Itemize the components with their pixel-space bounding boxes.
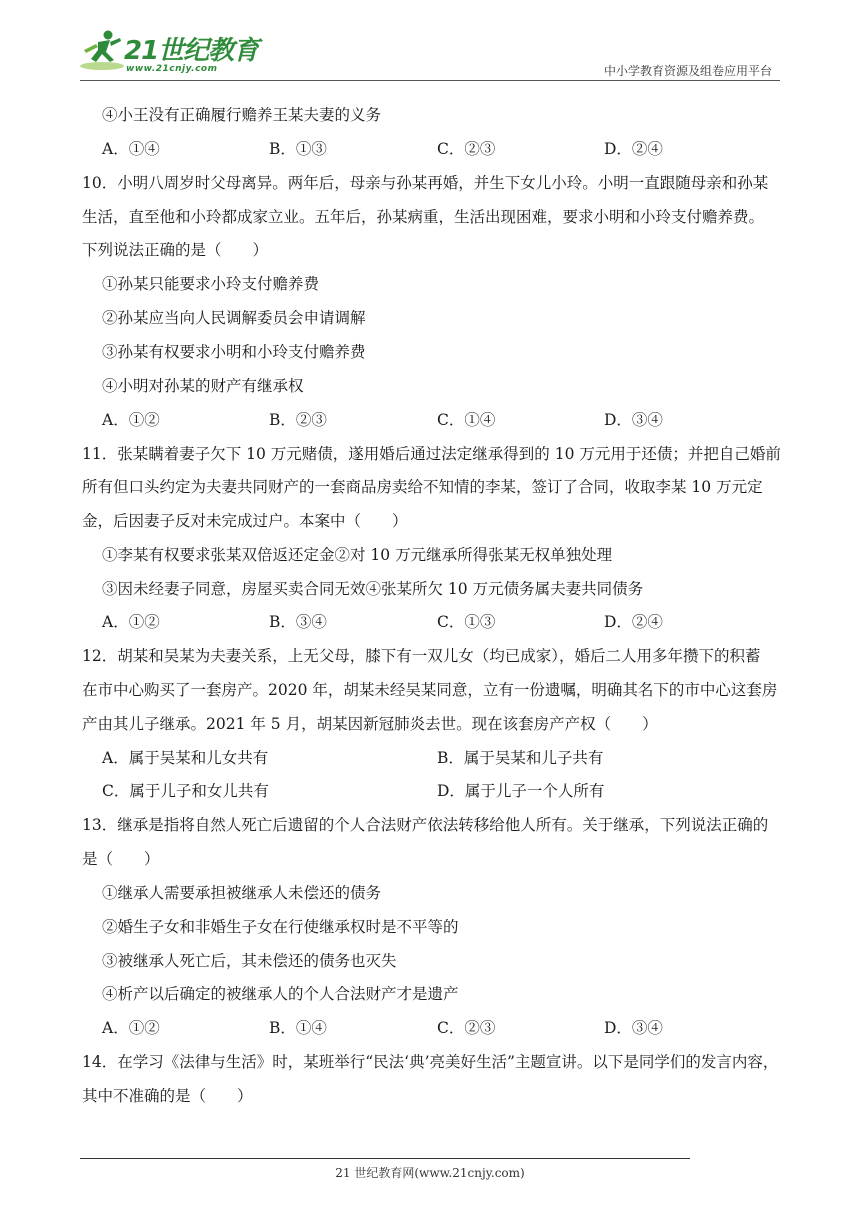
q10-stem-2: 生活，直至他和小玲都成家立业。五年后，孙某病重，生活出现困难，要求小明和小玲支付赡养费。 xyxy=(82,208,765,226)
q11-option-c: C．①③ xyxy=(437,613,496,631)
page-header xyxy=(0,0,860,84)
q13-statement-3: ③被继承人死亡后，其未偿还的债务也灭失 xyxy=(102,952,397,970)
q12-stem-1: 12．胡某和吴某为夫妻关系，上无父母，膝下有一双儿女（均已成家），婚后二人用多年攒下的积蓄 xyxy=(82,647,761,665)
q13-statement-2: ②婚生子女和非婚生子女在行使继承权时是不平等的 xyxy=(102,918,459,936)
q9-option-c: C．②③ xyxy=(437,140,496,158)
header-divider xyxy=(80,80,780,81)
platform-name: 中小学教育资源及组卷应用平台 xyxy=(603,64,772,78)
q10-statement-3: ③孙某有权要求小明和小玲支付赡养费 xyxy=(102,343,366,361)
q11-option-b: B．③④ xyxy=(269,613,327,631)
q12-option-c: C．属于儿子和女儿共有 xyxy=(102,782,269,800)
q11-stem-1: 11．张某瞒着妻子欠下 10 万元赌债，遂用婚后通过法定继承得到的 10 万元用于还债；并把自己婚前 xyxy=(82,445,781,463)
q10-option-b: B．②③ xyxy=(269,411,327,429)
runner-icon xyxy=(78,28,128,72)
q10-option-a: A．①② xyxy=(102,411,160,429)
q9-option-d: D．②④ xyxy=(604,140,663,158)
q11-statements-2: ③因未经妻子同意，房屋买卖合同无效④张某所欠 10 万元债务属夫妻共同债务 xyxy=(102,580,644,598)
q12-stem-3: 产由其儿子继承。2021 年 5 月，胡某因新冠肺炎去世。现在该套房产产权（ ） xyxy=(82,715,658,733)
q10-stem-1: 10．小明八周岁时父母离异。两年后，母亲与孙某再婚，并生下女儿小玲。小明一直跟随母亲和孙某 xyxy=(82,174,769,192)
q10-statement-2: ②孙某应当向人民调解委员会申请调解 xyxy=(102,309,366,327)
q11-statements-1: ①李某有权要求张某双倍返还定金②对 10 万元继承所得张某无权单独处理 xyxy=(102,546,613,564)
logo-text: 21世纪教育 xyxy=(124,36,259,66)
q13-stem-2: 是（ ） xyxy=(82,850,160,868)
q14-stem-2: 其中不准确的是（ ） xyxy=(82,1087,253,1105)
q14-stem-1: 14．在学习《法律与生活》时，某班举行“民法‘典’亮美好生活”主题宣讲。以下是同学们的发言内容， xyxy=(82,1053,779,1071)
q13-option-d: D．③④ xyxy=(604,1019,663,1037)
q9-option-b: B．①③ xyxy=(269,140,327,158)
q11-stem-3: 金，后因妻子反对未完成过户。本案中（ ） xyxy=(82,512,408,530)
q11-option-d: D．②④ xyxy=(604,613,663,631)
q13-statement-1: ①继承人需要承担被继承人未偿还的债务 xyxy=(102,884,382,902)
q12-option-a: A．属于吴某和儿女共有 xyxy=(102,749,269,767)
q13-option-b: B．①④ xyxy=(269,1019,327,1037)
q13-option-a: A．①② xyxy=(102,1019,160,1037)
q11-stem-2: 所有但口头约定为夫妻共同财产的一套商品房卖给不知情的李某，签订了合同，收取李某 10 万元定 xyxy=(82,478,763,496)
q9-statement-4: ④小王没有正确履行赡养王某夫妻的义务 xyxy=(102,106,382,124)
q10-statement-1: ①孙某只能要求小玲支付赡养费 xyxy=(102,275,320,293)
q12-option-b: B．属于吴某和儿子共有 xyxy=(437,749,604,767)
site-logo xyxy=(78,28,259,80)
q9-option-a: A．①④ xyxy=(102,140,160,158)
q10-stem-3: 下列说法正确的是（ ） xyxy=(82,241,269,259)
footer-divider xyxy=(80,1158,690,1159)
q10-statement-4: ④小明对孙某的财产有继承权 xyxy=(102,377,304,395)
q12-option-d: D．属于儿子一个人所有 xyxy=(437,782,605,800)
q12-stem-2: 在市中心购买了一套房产。2020 年，胡某未经吴某同意，立有一份遗嘱，明确其名下的市中心这套房 xyxy=(82,681,778,699)
q13-option-c: C．②③ xyxy=(437,1019,496,1037)
q11-option-a: A．①② xyxy=(102,613,160,631)
q13-statement-4: ④析产以后确定的被继承人的个人合法财产才是遗产 xyxy=(102,985,459,1003)
q13-stem-1: 13．继承是指将自然人死亡后遗留的个人合法财产依法转移给他人所有。关于继承，下列说法正确的 xyxy=(82,816,769,834)
q10-option-d: D．③④ xyxy=(604,411,663,429)
q10-option-c: C．①④ xyxy=(437,411,496,429)
page-footer: 21 世纪教育网(www.21cnjy.com) xyxy=(335,1166,525,1180)
logo-url: www.21cnjy.com xyxy=(126,64,218,74)
